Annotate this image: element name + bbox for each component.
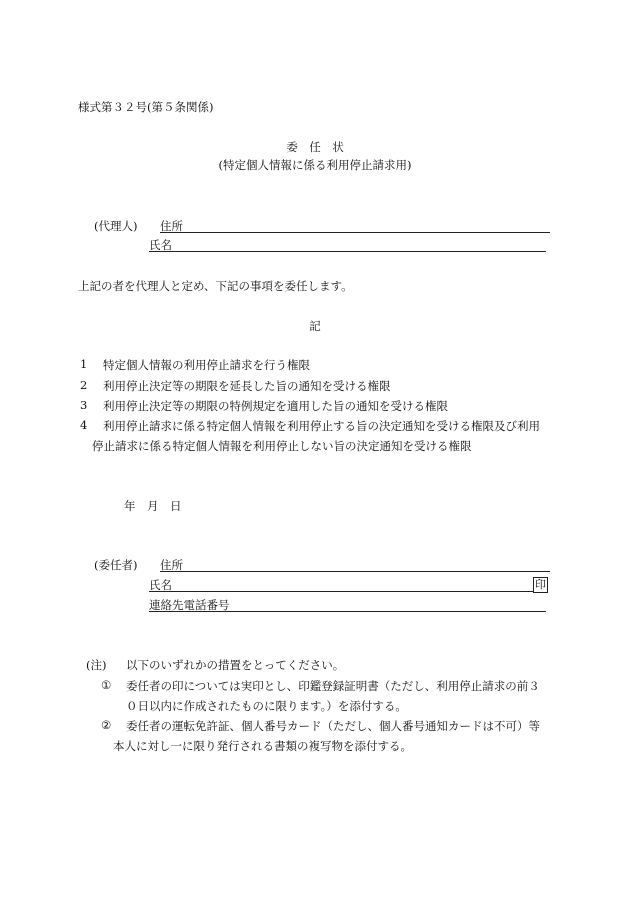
note-text: 委任者の印については実印とし、印鑑登録証明書（ただし、利用停止請求の前３ [126, 679, 540, 693]
item-number: 3 [80, 398, 88, 412]
note-text-continued: ０日以内に作成されたものに限ります。）を添付する。 [126, 699, 407, 713]
item-text-continued: 停止請求に係る特定個人情報を利用停止しない旨の決定通知を受ける権限 [92, 439, 472, 453]
principal-name-label: 氏名 [149, 578, 172, 592]
seal-box: 印 [535, 578, 546, 591]
note-text: 委任者の運転免許証、個人番号カード（ただし、個人番号通知カードは不可）等 [126, 719, 540, 733]
delegation-statement: 上記の者を代理人と定め、下記の事項を委任します。 [78, 279, 353, 293]
page-title: 委 任 状 [286, 140, 344, 154]
principal-role-label: (委任者) [94, 558, 138, 572]
agent-role-label: (代理人) [94, 219, 138, 233]
note-mark: ① [101, 678, 112, 692]
item-number: 4 [80, 418, 88, 432]
agent-address-field[interactable] [160, 232, 550, 233]
agent-name-label: 氏名 [149, 238, 172, 252]
date-line: 年 月 日 [124, 499, 182, 513]
principal-name-field[interactable] [149, 591, 533, 592]
principal-phone-field[interactable] [149, 611, 546, 612]
item-text: 利用停止請求に係る特定個人情報を利用停止する旨の決定通知を受ける権限及び利用 [103, 419, 540, 433]
item-text: 利用停止決定等の期限を延長した旨の通知を受ける権限 [103, 379, 391, 393]
page-subtitle: (特定個人情報に係る利用停止請求用) [218, 158, 412, 172]
principal-phone-label: 連絡先電話番号 [149, 598, 230, 612]
item-text: 特定個人情報の利用停止請求を行う権限 [103, 358, 310, 372]
item-number: 1 [80, 357, 88, 371]
form-number: 様式第３２号(第５条関係) [78, 100, 214, 114]
note-mark: ② [101, 718, 112, 732]
agent-name-field[interactable] [149, 251, 546, 252]
notes-intro: 以下のいずれかの措置をとってください。 [126, 658, 345, 672]
note-text-continued: 本人に対し一に限り発行される書類の複写物を添付する。 [113, 739, 412, 753]
item-number: 2 [80, 378, 88, 392]
ki-heading: 記 [309, 319, 321, 333]
item-text: 利用停止決定等の期限の特例規定を適用した旨の通知を受ける権限 [103, 399, 448, 413]
notes-label: (注) [86, 658, 107, 672]
principal-address-label: 住所 [160, 558, 183, 572]
agent-address-label: 住所 [160, 219, 183, 233]
principal-address-field[interactable] [160, 571, 550, 572]
